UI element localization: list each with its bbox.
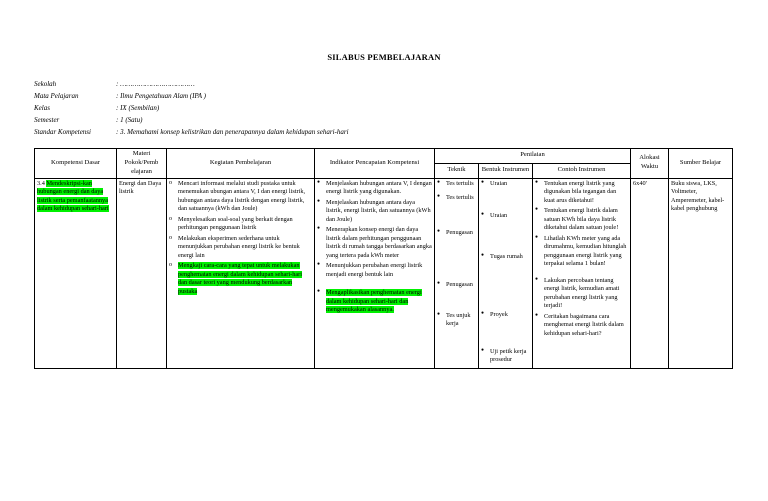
meta-label: Semester	[34, 116, 60, 124]
list-item: ● Lakukan percobaan tentang energi listrik, kemudian amati perubahan energi listrik yang terjadi!	[535, 277, 628, 311]
list-item: o Menyelesaikan soal-soal yang berkait dengan perhitungan penggunaan listrik	[169, 216, 312, 233]
meta-row-mapel	[34, 90, 349, 102]
header-bentuk: Bentuk Instrumen	[479, 163, 533, 178]
list-item: ● Tentukan energi listrik dalam satuan KWh bila daya listrik diketahui dalam satuan joule!	[535, 207, 628, 233]
cell-contoh	[533, 178, 631, 368]
meta-row-standar	[34, 126, 349, 138]
cell-bentuk	[479, 178, 533, 368]
list-item: ● Uraian	[481, 180, 530, 189]
meta-row-sekolah	[34, 78, 349, 90]
list-item: ● Tes tertulis	[437, 194, 476, 203]
list-item: ● Uji petik kerja prosedur	[481, 348, 530, 365]
list-item: ● Menjelaskan hubungan antara daya listrik, energi listrik, dan satuannya (kWh dan Joule)	[317, 199, 432, 225]
list-item: o Mencari informasi melalui studi pustaka untuk menemukan ubungan antara V, I dan energi listrik, hubungan antara daya listrik dengan energi listrik, dan satuannya (kWh dan Joule)	[169, 180, 312, 214]
meta-label: Sekolah	[34, 80, 57, 88]
syllabus-table	[34, 148, 733, 369]
meta-row-semester	[34, 114, 349, 126]
meta-row-kelas	[34, 102, 349, 114]
list-item: o Melakukan eksperimen sederhana untuk menunjukkan perubahan energi listrik ke bentuk energi lain	[169, 235, 312, 261]
meta-label: Mata Pelajaran	[34, 92, 79, 100]
highlighted-text: Mengkaji cara-cara yang tepat untuk melakukan penghematan energi dalam kehidupan sehari-hari dan dasar teori yang mendukung berdasarkan pustaka	[178, 262, 303, 295]
list-item: ● Tentukan energi listrik yang digunakan bila tegangan dan kuat arus diketahui!	[535, 180, 628, 206]
meta-value: : 1 (Satu)	[116, 116, 143, 124]
header-sumber: Sumber Belajar	[669, 149, 733, 179]
cell-materi: Energi dan Daya listrik	[117, 178, 167, 368]
list-item: ● Uraian	[481, 212, 530, 221]
meta-value: : IX (Sembilan)	[116, 104, 160, 112]
list-item: ● Menunjukkan perubahan energi listrik menjadi energi bentuk lain	[317, 262, 432, 279]
list-item: ● Tugas rumah	[481, 253, 530, 262]
header-penilaian: Penilaian	[435, 149, 631, 164]
list-item	[169, 262, 312, 296]
highlighted-text: Mengaplikasikan penghematan energi dalam kehidupan sehari-hari dan mengemukakan alasannya.	[326, 289, 422, 314]
list-item	[317, 289, 432, 315]
header-teknik: Teknik	[435, 163, 479, 178]
cell-sumber: Buku siswa, LKS, Voltmeter, Amperemeter, kabel-kabel penghubung	[669, 178, 733, 368]
kd-number: 3.4	[37, 179, 45, 187]
cell-kegiatan	[167, 178, 315, 368]
header-info	[34, 78, 349, 138]
header-materi: Materi Pokok/Pemb elajaran	[117, 149, 167, 179]
list-item: ● Lihatlah KWh meter yang ada dirumahmu, kemudian hitunglah penggunaan energi listrik yang terpakai selama 1 bulan!	[535, 235, 628, 269]
header-indikator: Indikator Pencapaian Kompetensi	[315, 149, 435, 179]
list-item: ● Tes tertulis	[437, 180, 476, 189]
list-item: ● Menerapkan konsep energi dan daya listrik dalam perhitungan penggunaan listrik di rumah tangga berdasarkan angka yang tertera pada kWh meter	[317, 226, 432, 260]
list-item: ● Proyek	[481, 311, 530, 320]
table-row	[35, 178, 733, 368]
cell-indikator	[315, 178, 435, 368]
header-kompetensi: Kompetensi Dasar	[35, 149, 117, 179]
cell-teknik	[435, 178, 479, 368]
meta-label: Standar Kompetensi	[34, 128, 91, 136]
meta-value: : Ilmu Pengetahuan Alam (IPA )	[116, 92, 207, 100]
list-item: ● Penugasan	[437, 229, 476, 238]
page-title: SILABUS PEMBELAJARAN	[327, 52, 441, 62]
header-kegiatan: Kegiatan Pembelajaran	[167, 149, 315, 179]
meta-value: : ………………………………	[116, 80, 195, 88]
kd-text: Mendeskripsi-kan hubungan energi dan daya listrik serta pemanfaatannya dalam kehidupan sehari-hari	[37, 179, 109, 213]
list-item: ● Menjelaskan hubungan antara V, I dengan energi listrik yang digunakan.	[317, 180, 432, 197]
list-item: ● Ceritakan bagaimana cara menghemat energi listrik dalam kehidupan sehari-hari?	[535, 313, 628, 339]
header-alokasi: Alokasi Waktu	[631, 149, 669, 179]
list-item: ● Tes unjuk kerja	[437, 312, 476, 329]
list-item: ● Penugasan	[437, 281, 476, 290]
meta-value: : 3. Memahami konsep kelistrikan dan penerapannya dalam kehidupan sehari-hari	[116, 128, 349, 136]
meta-label: Kelas	[34, 104, 50, 112]
header-contoh: Contoh Instrumen	[533, 163, 631, 178]
cell-kompetensi	[35, 178, 117, 368]
cell-alokasi: 6x40'	[631, 178, 669, 368]
